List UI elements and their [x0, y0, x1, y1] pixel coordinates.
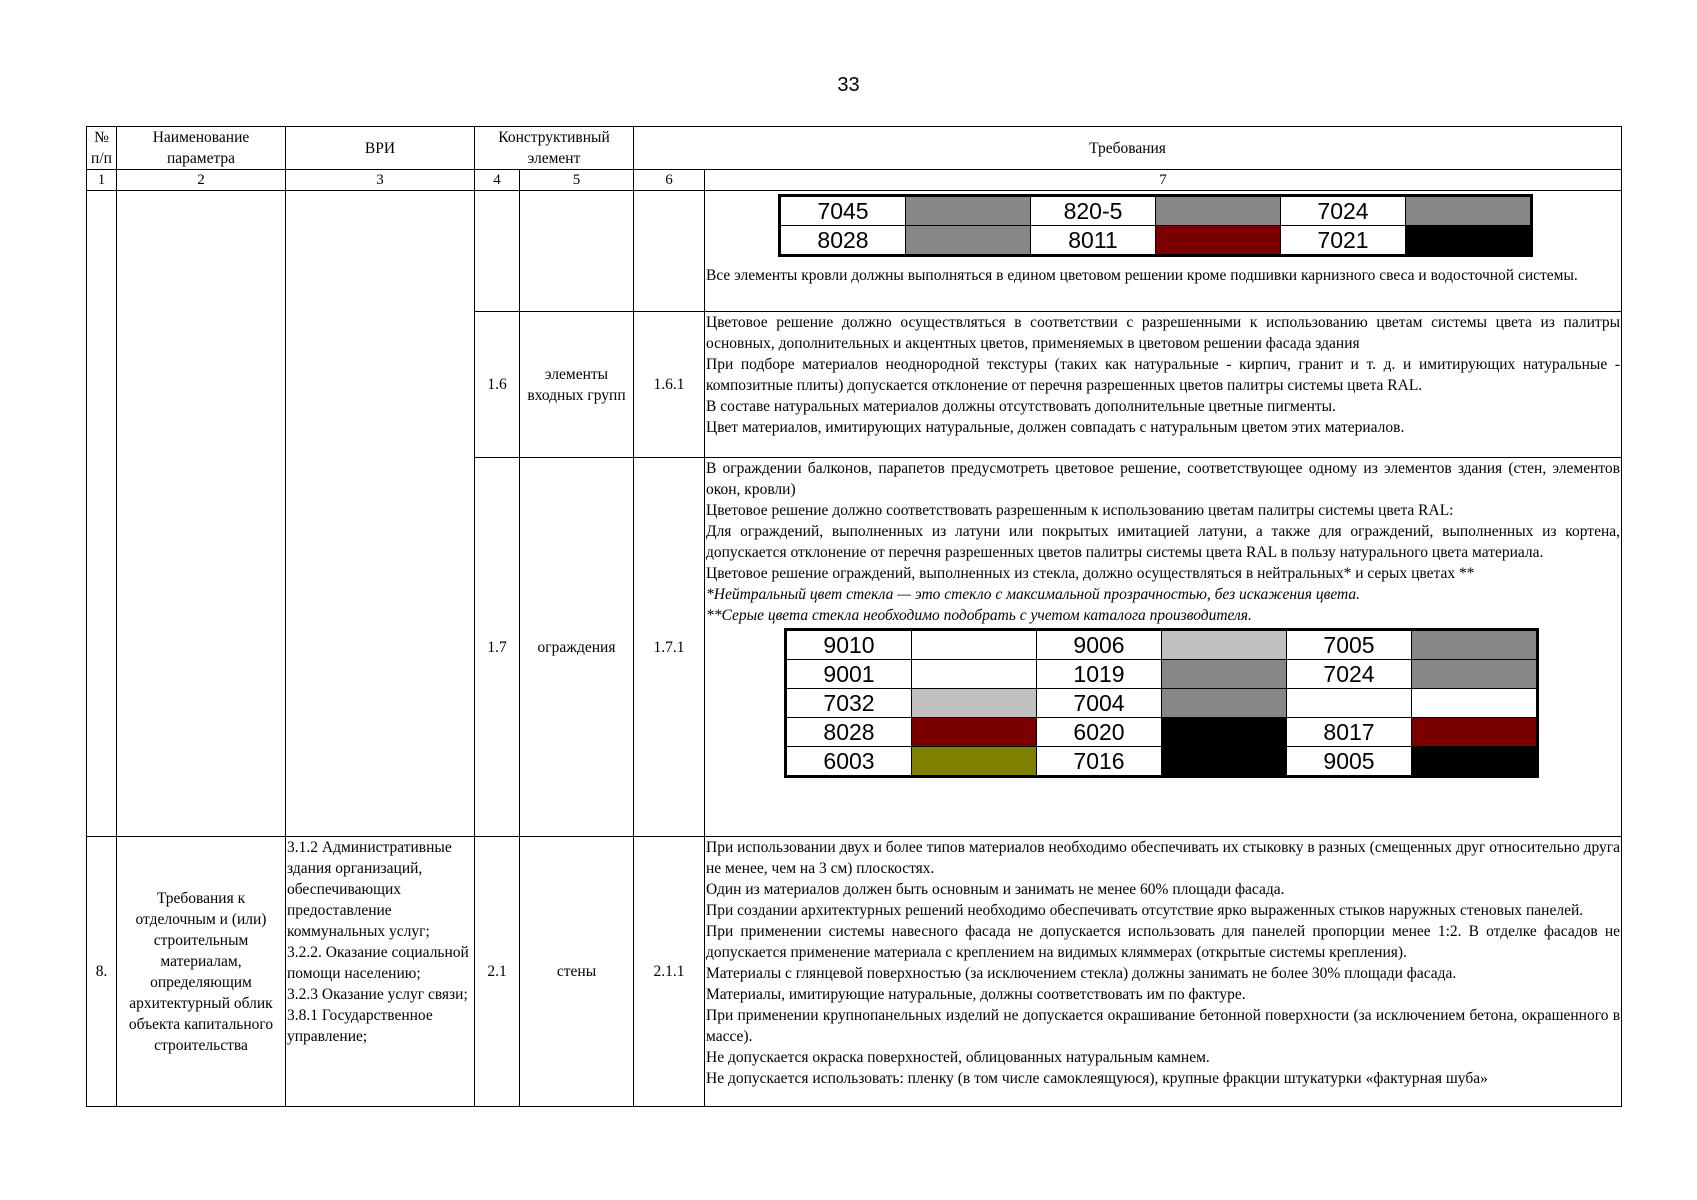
color-swatch — [1162, 747, 1287, 777]
ral-code: 7032 — [786, 689, 912, 718]
vri-item: 3.2.2. Оказание социальной помощи населению; — [287, 944, 469, 982]
ral-code: 6003 — [786, 747, 912, 777]
palette-row — [786, 660, 1538, 689]
requirement-paragraph: Цвет материалов, имитирующих натуральные, должен совпадать с натуральным цветом этих материалов. — [706, 419, 1405, 436]
requirement-paragraph: При использовании двух и более типов материалов необходимо обеспечивать их стыковку в разных (смещенных друг относительно друга не менее, чем на 3 см) плоскостях. — [706, 839, 1621, 877]
header-requirements: Требования — [634, 127, 1622, 170]
ral-code: 7005 — [1287, 630, 1412, 660]
requirements-table — [86, 126, 1622, 1107]
requirement-paragraph: Цветовое решение ограждений, выполненных из стекла, должно осуществляться в нейтральных* и серых цветах ** — [706, 565, 1475, 582]
ral-code: 7045 — [780, 196, 906, 226]
vri-item: 3.1.2 Административные здания организаций, обеспечивающих предоставление коммунальных услуг; — [287, 839, 452, 940]
requirement-paragraph: Цветовое решение должно соответствовать разрешенным к использованию цветам палитры системы цвета RAL: — [706, 502, 1454, 519]
color-swatch — [912, 689, 1037, 718]
ral-code: 9001 — [786, 660, 912, 689]
header-element: Конструктивный элемент — [475, 127, 634, 170]
requirements-cell — [705, 837, 1622, 1107]
ral-code: 9006 — [1037, 630, 1162, 660]
palette-row — [786, 630, 1538, 660]
roof-row — [87, 191, 1622, 312]
requirement-paragraph: Не допускается окраска поверхностей, облицованных натуральным камнем. — [706, 1049, 1210, 1066]
header-vri: ВРИ — [286, 127, 475, 170]
column-number: 2 — [117, 170, 286, 191]
requirement-paragraph: Материалы с глянцевой поверхностью (за исключением стекла) должны занимать не более 30% площади фасада. — [706, 965, 1457, 982]
requirement-paragraph: При применении крупнопанельных изделий не допускается окрашивание бетонной поверхности (за исключением бетона, окрашенного в массе). — [706, 1007, 1621, 1045]
row-number: 8. — [87, 837, 117, 1107]
color-swatch — [1412, 747, 1538, 777]
roof-text: Все элементы кровли должны выполняться в едином цветовом решении кроме подшивки карнизного свеса и водосточной системы. — [706, 267, 1578, 284]
element-name: элементы входных групп — [520, 312, 634, 458]
empty-cell — [87, 191, 117, 837]
empty-cell — [117, 191, 286, 837]
ral-code: 9005 — [1287, 747, 1412, 777]
palette-row — [786, 718, 1538, 747]
color-swatch — [1162, 660, 1287, 689]
requirement-paragraph: Цветовое решение должно осуществляться в соответствии с разрешенными к использованию цветам системы цвета из палитры основных, дополнительных и акцентных цветов, применяемых в цветовом решении фасада здания — [706, 314, 1621, 352]
vri-cell — [286, 837, 475, 1107]
element-name: стены — [520, 837, 634, 1107]
color-swatch — [912, 630, 1037, 660]
color-swatch — [1156, 196, 1281, 226]
empty-cell — [475, 191, 520, 312]
empty-cell — [634, 191, 705, 312]
row-number: 1.6 — [475, 312, 520, 458]
vri-item: 3.8.1 Государственное управление; — [287, 1007, 433, 1045]
color-swatch — [912, 718, 1037, 747]
color-swatch — [1406, 196, 1532, 226]
ral-code: 7004 — [1037, 689, 1162, 718]
requirement-paragraph: В ограждении балконов, парапетов предусмотреть цветовое решение, соответствующее одному из элементов здания (стен, элементов окон, кровли) — [706, 460, 1621, 498]
column-number: 7 — [705, 170, 1622, 191]
requirement-paragraph: Один из материалов должен быть основным и занимать не менее 60% площади фасада. — [706, 881, 1285, 898]
roof-color-palette — [778, 194, 1533, 257]
color-swatch — [906, 196, 1031, 226]
footnote: **Серые цвета стекла необходимо подобрать с учетом каталога производителя. — [706, 607, 1252, 624]
column-number: 1 — [87, 170, 117, 191]
color-swatch — [1162, 630, 1287, 660]
color-swatch — [1412, 718, 1538, 747]
requirements-cell — [705, 458, 1622, 837]
page-number: 33 — [837, 74, 860, 96]
ral-code — [1287, 689, 1412, 718]
ral-code: 8011 — [1031, 226, 1156, 256]
sub-number: 2.1.1 — [634, 837, 705, 1107]
ral-code: 9010 — [786, 630, 912, 660]
requirement-paragraph: Для ограждений, выполненных из латуни или покрытых имитацией латуни, а также для ограждений, выполненных из кортена, допускается отклонение от перечня разрешенных цветов палитры системы цвета RAL в пользу натурального цвета материала. — [706, 523, 1621, 561]
palette-row — [786, 747, 1538, 777]
empty-cell — [520, 191, 634, 312]
ral-code: 8017 — [1287, 718, 1412, 747]
ral-code: 6020 — [1037, 718, 1162, 747]
color-swatch — [1406, 226, 1532, 256]
ral-code: 7016 — [1037, 747, 1162, 777]
palette-row — [780, 196, 1532, 226]
column-number: 5 — [520, 170, 634, 191]
requirement-paragraph: При подборе материалов неоднородной текстуры (таких как натуральные - кирпич, гранит и т. д. и имитирующих натуральные - композитные плиты) допускается отклонение от перечня разрешенных цветов палитры системы цвета RAL. — [706, 356, 1621, 394]
color-swatch — [1156, 226, 1281, 256]
ral-code: 1019 — [1037, 660, 1162, 689]
row-8 — [87, 837, 1622, 1107]
element-name: ограждения — [520, 458, 634, 837]
section-number: 2.1 — [475, 837, 520, 1107]
column-number: 6 — [634, 170, 705, 191]
color-swatch — [1412, 689, 1538, 718]
color-swatch — [1412, 660, 1538, 689]
color-swatch — [906, 226, 1031, 256]
roof-requirements-cell — [705, 191, 1622, 312]
fence-color-palette — [784, 628, 1539, 778]
color-swatch — [1412, 630, 1538, 660]
color-swatch — [1162, 689, 1287, 718]
sub-number: 1.7.1 — [634, 458, 705, 837]
sub-number: 1.6.1 — [634, 312, 705, 458]
requirement-paragraph: При применении системы навесного фасада не допускается использовать для панелей пропорции менее 1:2. В отделке фасадов не допускается применение материала с креплением на видимых кляммерах (открытые системы крепления). — [706, 923, 1621, 961]
color-swatch — [1162, 718, 1287, 747]
color-swatch — [912, 747, 1037, 777]
ral-code: 8028 — [780, 226, 906, 256]
requirement-paragraph: Материалы, имитирующие натуральные, должны соответствовать им по фактуре. — [706, 986, 1246, 1003]
requirements-cell — [705, 312, 1622, 458]
palette-row — [786, 689, 1538, 718]
header-number: № п/п — [87, 127, 117, 170]
ral-code: 8028 — [786, 718, 912, 747]
header-parameter: Наименование параметра — [117, 127, 286, 170]
ral-code: 7024 — [1281, 196, 1406, 226]
requirement-paragraph: В составе натуральных материалов должны отсутствовать дополнительные цветные пигменты. — [706, 398, 1336, 415]
vri-item: 3.2.3 Оказание услуг связи; — [287, 986, 468, 1003]
color-swatch — [912, 660, 1037, 689]
column-number: 3 — [286, 170, 475, 191]
footnote: *Нейтральный цвет стекла — это стекло с максимальной прозрачностью, без искажения цвета. — [706, 586, 1361, 603]
requirement-paragraph: При создании архитектурных решений необходимо обеспечивать отсутствие ярко выраженных стыков наружных стеновых панелей. — [706, 902, 1584, 919]
row-number: 1.7 — [475, 458, 520, 837]
palette-row — [780, 226, 1532, 256]
parameter-name: Требования к отделочным и (или) строительным материалам, определяющим архитектурный облик объекта капитального строительства — [117, 837, 286, 1107]
column-number: 4 — [475, 170, 520, 191]
ral-code: 7024 — [1287, 660, 1412, 689]
requirement-paragraph: Не допускается использовать: пленку (в том числе самоклеящуюся), крупные фракции штукатурки «фактурная шуба» — [706, 1070, 1488, 1087]
header-row — [87, 127, 1622, 170]
column-numbers-row — [87, 170, 1622, 191]
ral-code: 7021 — [1281, 226, 1406, 256]
empty-cell — [286, 191, 475, 837]
ral-code: 820-5 — [1031, 196, 1156, 226]
